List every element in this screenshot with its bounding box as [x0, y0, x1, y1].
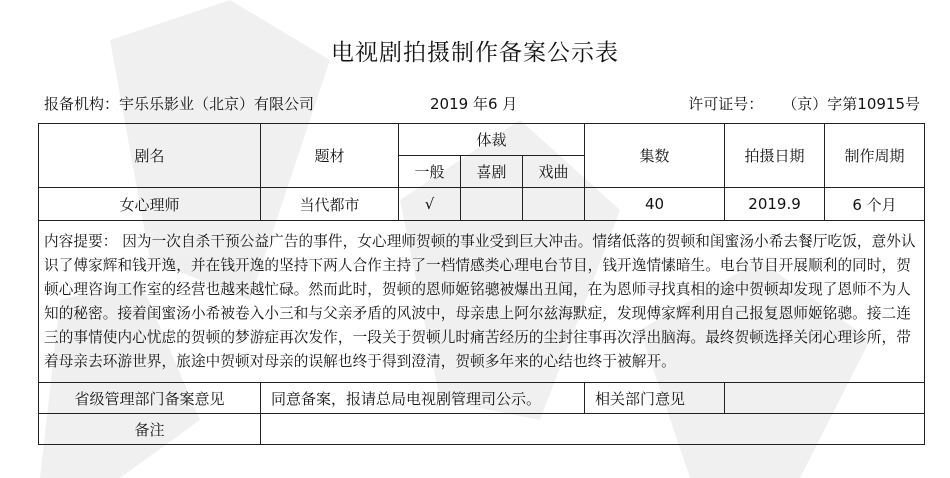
table-row — [39, 188, 925, 221]
cell-shoot-date: 2019.9 — [725, 188, 825, 221]
remarks-label: 备注 — [39, 414, 261, 445]
header-subject: 题材 — [261, 124, 399, 188]
org-label: 报备机构： — [44, 95, 120, 113]
cell-production-period: 6 个月 — [825, 188, 925, 221]
header-genre-comedy: 喜剧 — [461, 156, 523, 188]
filing-date: 2019 年6 月 — [430, 95, 518, 113]
provincial-opinion-label: 省级管理部门备案意见 — [39, 383, 261, 414]
cell-episodes: 40 — [585, 188, 725, 221]
cell-subject: 当代都市 — [261, 188, 399, 221]
header-episodes: 集数 — [585, 124, 725, 188]
header-genre-general: 一般 — [399, 156, 461, 188]
cell-genre-comedy — [461, 188, 523, 221]
org-value: 宇乐乐影业（北京）有限公司 — [119, 95, 315, 113]
related-opinion-label: 相关部门意见 — [585, 383, 725, 414]
cell-genre-general: √ — [399, 188, 461, 221]
org-info — [44, 93, 314, 114]
filing-table — [38, 123, 925, 445]
content-summary: 内容提要： 因为一次自杀干预公益广告的事件，女心理师贺顿的事业受到巨大冲击。情绪低落的贺顿和闺蜜汤小希去餐厅吃饭，意外认识了傅家辉和钱开逸，并在钱开逸的坚持下两人合作主持了一档情感类心理电台节目，钱开逸情愫暗生。电台节目开展顺利的同时，贺顿心理咨询工作室的经营也越来越忙碌。然而此时，贺顿的恩师姬铭骢被爆出丑闻，在为恩师寻找真相的途中贺顿却发现了恩师不为人知的秘密。接着闺蜜汤小希被卷入小三和与父亲矛盾的风波中，母亲患上阿尔兹海默症，发现傅家辉利用自己报复恩师姬铭骢。接二连三的事情使内心忧虑的贺顿的梦游症再次发作，一段关于贺顿儿时痛苦经历的尘封往事再次浮出脑海。最终贺顿选择关闭心理诊所，带着母亲去环游世界，旅途中贺顿对母亲的误解也终于得到澄清，贺顿多年来的心结也终于被解开。 — [39, 221, 925, 383]
header-genre-opera: 戏曲 — [523, 156, 585, 188]
page-title: 电视剧拍摄制作备案公示表 — [331, 40, 619, 66]
provincial-opinion-value: 同意备案，报请总局电视剧管理司公示。 — [261, 383, 585, 414]
cell-genre-opera — [523, 188, 585, 221]
header-shoot-date: 拍摄日期 — [725, 124, 825, 188]
related-opinion-value — [725, 383, 925, 414]
cell-name: 女心理师 — [39, 188, 261, 221]
remarks-value — [261, 414, 925, 445]
header-production-period: 制作周期 — [825, 124, 925, 188]
license-value: （京）字第10915号 — [782, 95, 920, 113]
license-info — [688, 93, 920, 114]
header-genre: 体裁 — [399, 124, 585, 156]
header-name: 剧名 — [39, 124, 261, 188]
license-label: 许可证号： — [688, 95, 764, 113]
